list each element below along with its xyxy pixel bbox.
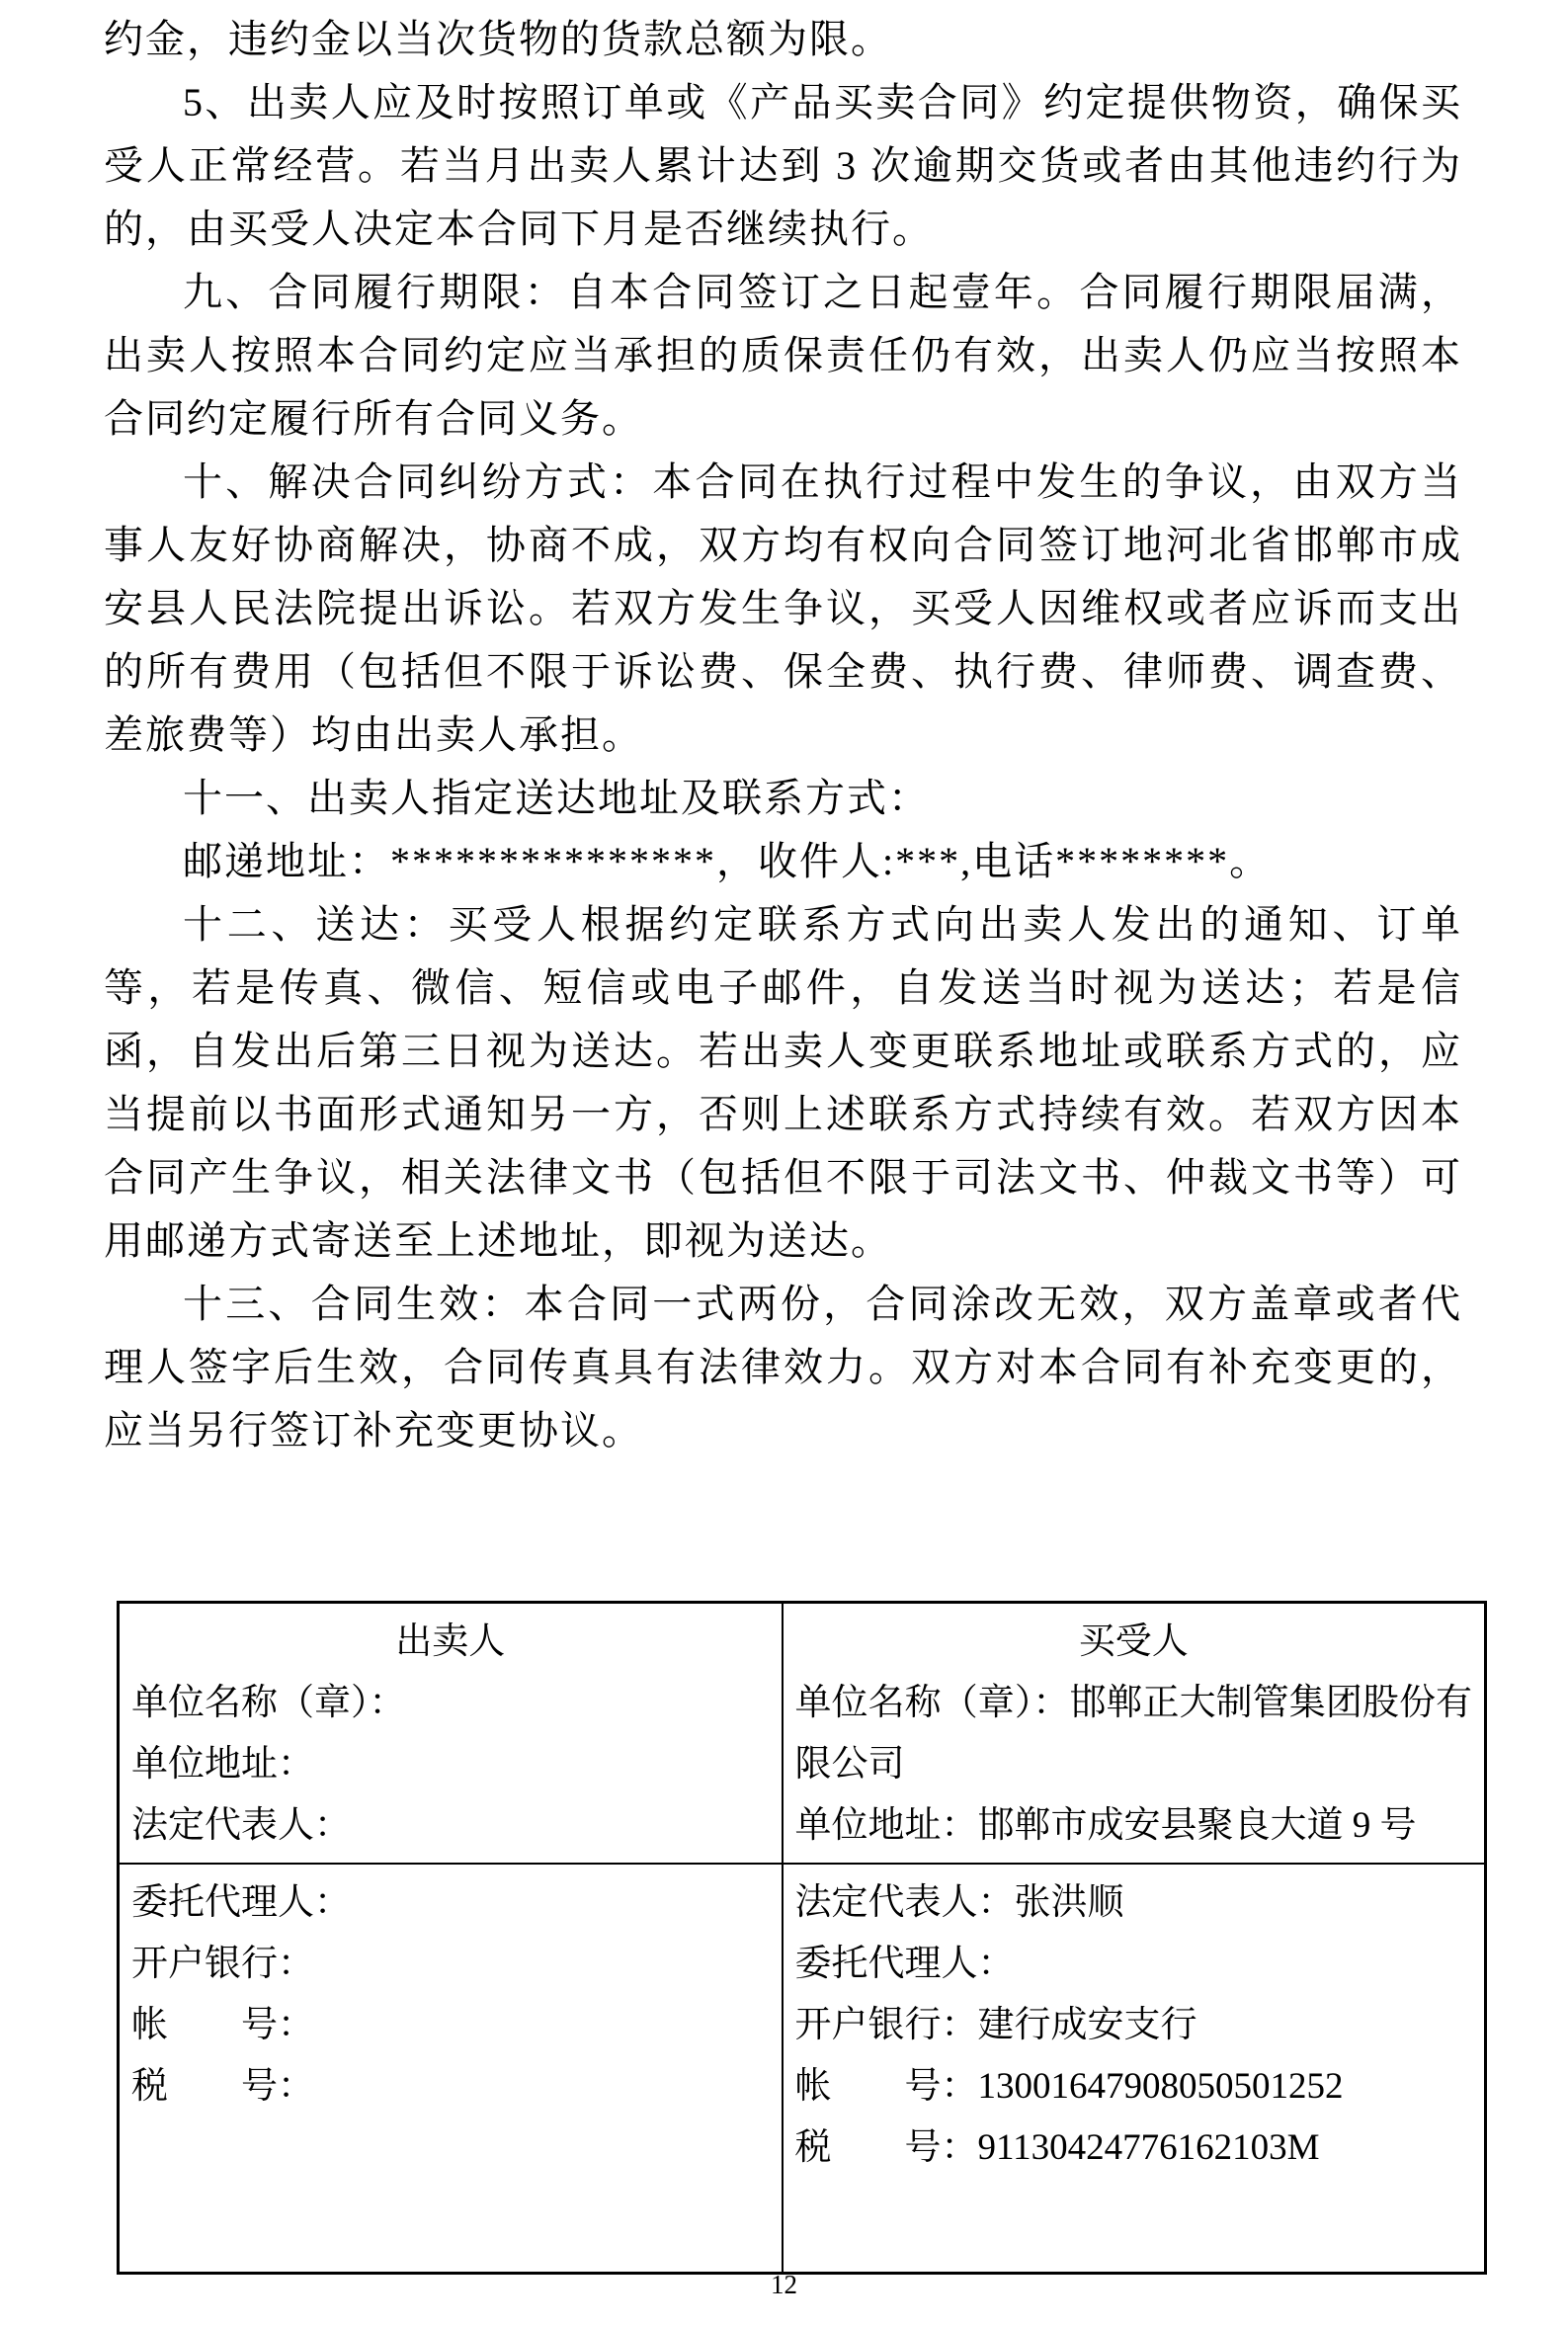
contract-paragraph-clause-12: 十二、送达：买受人根据约定联系方式向出卖人发出的通知、订单等，若是传真、微信、短信或电子邮件，自发送当时视为送达；若是信函，自发出后第三日视为送达。若出卖人变更联系地址或联系方式的，应当提前以书面形式通知另一方，否则上述联系方式持续有效。若双方因本合同产生争议，相关法律文书（包括但不限于司法文书、仲裁文书等）可用邮递方式寄送至上述地址，即视为送达。 bbox=[104, 902, 1462, 1263]
seller-cell-top bbox=[119, 1603, 783, 1865]
page-number: 12 bbox=[771, 2270, 797, 2299]
seller-bank-label: 开户银行： bbox=[131, 1944, 314, 1984]
buyer-cell-bottom bbox=[783, 1864, 1486, 2273]
buyer-header: 买受人 bbox=[1078, 1621, 1189, 1662]
contract-paragraph-continuation: 约金，违约金以当次货物的货款总额为限。 bbox=[104, 17, 892, 61]
contract-body bbox=[104, 8, 1462, 1462]
seller-address-label: 单位地址： bbox=[131, 1744, 314, 1785]
buyer-legal-representative: 法定代表人：张洪顺 bbox=[794, 1882, 1124, 1923]
contract-paragraph-clause-10: 十、解决合同纠纷方式：本合同在执行过程中发生的争议，由双方当事人友好协商解决，协商不成，双方均有权向合同签订地河北省邯郸市成安县人民法院提出诉讼。若双方发生争议，买受人因维权或者应诉而支出的所有费用（包括但不限于诉讼费、保全费、执行费、律师费、调查费、差旅费等）均由出卖人承担。 bbox=[104, 459, 1462, 757]
buyer-company-name: 单位名称（章）：邯郸正大制管集团股份有限公司 bbox=[794, 1683, 1472, 1785]
buyer-cell-top bbox=[783, 1603, 1486, 1865]
seller-agent-label: 委托代理人： bbox=[131, 1882, 351, 1923]
signature-table-row-bottom bbox=[119, 1864, 1486, 2273]
contract-paragraph-mailing-address: 邮递地址：***************，收件人:***,电话********。 bbox=[183, 839, 1272, 883]
seller-company-name-label: 单位名称（章）： bbox=[131, 1683, 406, 1723]
buyer-bank: 开户银行：建行成安支行 bbox=[794, 2005, 1197, 2045]
buyer-address: 单位地址：邯郸市成安县聚良大道 9 号 bbox=[794, 1805, 1417, 1846]
buyer-agent-label: 委托代理人： bbox=[794, 1944, 1015, 1984]
seller-legal-representative-label: 法定代表人： bbox=[131, 1805, 351, 1846]
signature-table-row-top bbox=[119, 1603, 1486, 1865]
contract-paragraph-clause-11: 十一、出卖人指定送达地址及联系方式： bbox=[183, 776, 930, 820]
buyer-tax-number: 税 号：91130424776162103M bbox=[794, 2127, 1320, 2168]
signature-table bbox=[117, 1601, 1487, 2275]
seller-account-number-label: 帐 号： bbox=[131, 2005, 314, 2045]
contract-paragraph-clause-5: 5、出卖人应及时按照订单或《产品买卖合同》约定提供物资，确保买受人正常经营。若当月出卖人累计达到 3 次逾期交货或者由其他违约行为的，由买受人决定本合同下月是否继续执行。 bbox=[104, 80, 1462, 251]
seller-tax-number-label: 税 号： bbox=[131, 2066, 314, 2107]
buyer-account-number: 帐 号：13001647908050501252 bbox=[794, 2066, 1344, 2107]
seller-cell-bottom bbox=[119, 1864, 783, 2273]
contract-paragraph-clause-13: 十三、合同生效：本合同一式两份，合同涂改无效，双方盖章或者代理人签字后生效，合同传真具有法律效力。双方对本合同有补充变更的，应当另行签订补充变更协议。 bbox=[104, 1282, 1462, 1453]
contract-paragraph-clause-9: 九、合同履行期限：自本合同签订之日起壹年。合同履行期限届满，出卖人按照本合同约定应当承担的质保责任仍有效，出卖人仍应当按照本合同约定履行所有合同义务。 bbox=[104, 270, 1462, 441]
seller-header: 出卖人 bbox=[395, 1621, 506, 1662]
